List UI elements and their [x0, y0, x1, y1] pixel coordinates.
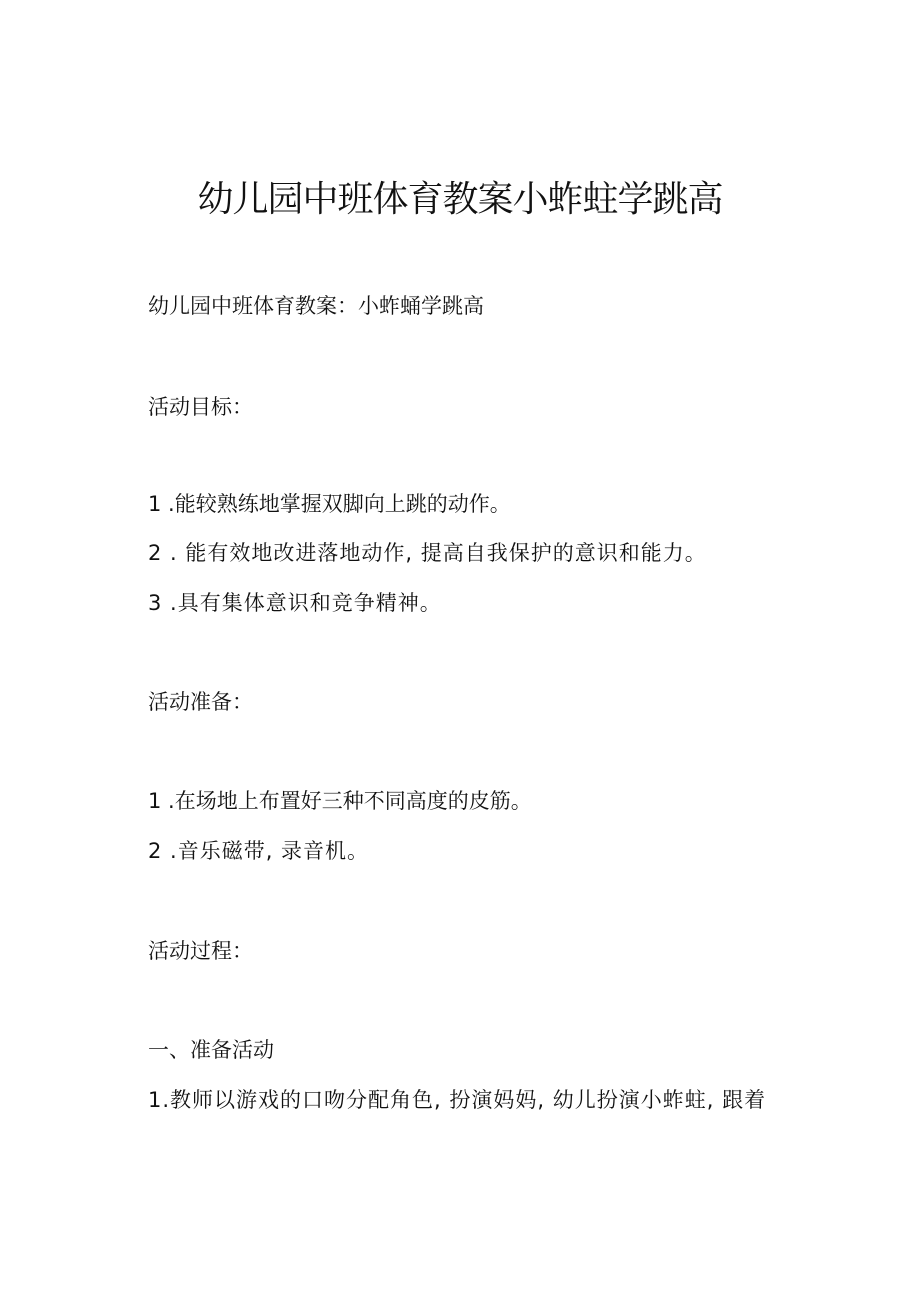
document-subtitle: 幼儿园中班体育教案：小蚱蛹学跳高	[148, 294, 484, 318]
goal-item-3: 3 .具有集体意识和竞争精神。	[148, 591, 442, 615]
goal-item-2: 2 . 能有效地改进落地动作, 提高自我保护的意识和能力。	[148, 541, 707, 565]
prep-heading: 活动准备：	[148, 690, 253, 714]
goal-item-1: 1 .能较熟练地掌握双脚向上跳的动作。	[148, 492, 511, 516]
prep-item-1: 1 .在场地上布置好三种不同高度的皮筋。	[148, 789, 532, 813]
goals-heading: 活动目标：	[148, 395, 253, 419]
process-heading: 活动过程：	[148, 939, 253, 963]
section1-item-1: 1.教师以游戏的口吻分配角色, 扮演妈妈, 幼儿扮演小蚱蛀, 跟着	[148, 1088, 767, 1112]
document-title: 幼儿园中班体育教案小蚱蛀学跳高	[197, 179, 723, 220]
section1-heading: 一、准备活动	[148, 1038, 274, 1062]
prep-item-2: 2 .音乐磁带, 录音机。	[148, 839, 370, 863]
